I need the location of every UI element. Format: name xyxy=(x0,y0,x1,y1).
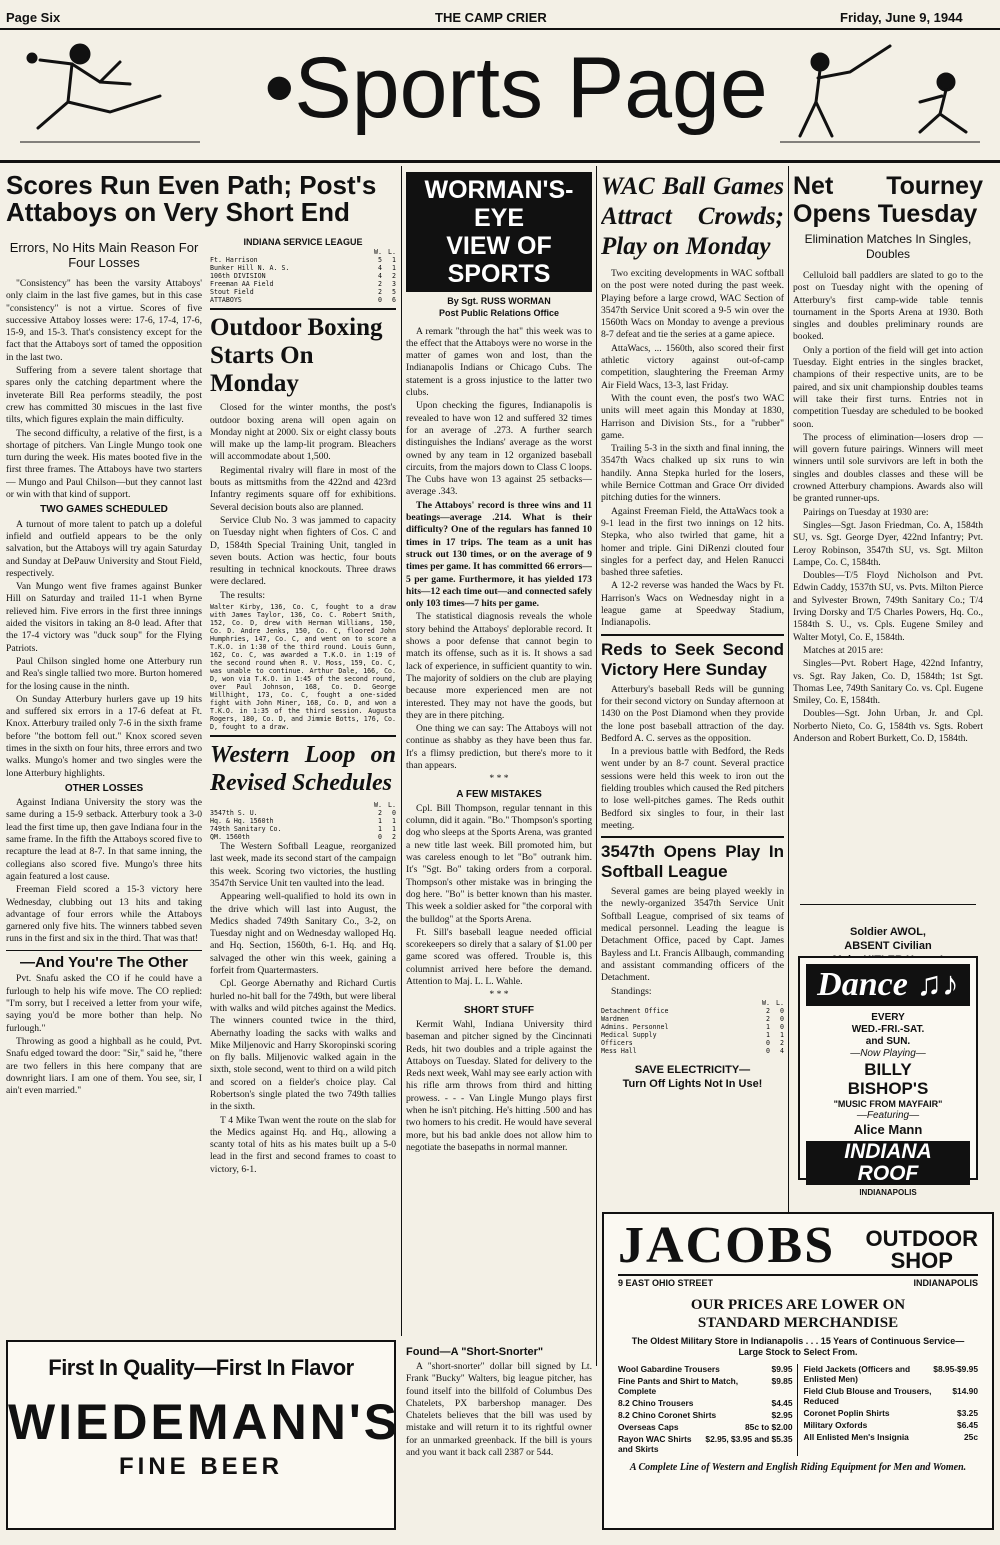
price-item-name: All Enlisted Men's Insignia xyxy=(803,1432,909,1442)
price-item-price: $14.90 xyxy=(952,1386,978,1396)
table-row xyxy=(601,1031,784,1039)
pitcher-illustration xyxy=(10,32,210,150)
paragraph: T 4 Mike Twan went the route on the slab for the Medics against Hq. and Hq., allowing a scanty total of hits as his mates built up a 5-0 lead in the first and second frames to coast to victory, 6-1. xyxy=(210,1114,396,1175)
paragraph: A turnout of more talent to patch up a doleful infield and outfield appears to be the only salvation, but the Attaboys will try again Saturday and Sunday at DePauw University and Stout Field, respectively. xyxy=(6,518,202,579)
tourney-headline: Net Tourney Opens Tuesday xyxy=(793,172,983,228)
newspaper-name: THE CAMP CRIER xyxy=(435,10,547,25)
price-item xyxy=(804,1364,979,1384)
table-row xyxy=(601,1039,784,1047)
losses-cell: 1 xyxy=(392,264,396,273)
price-item xyxy=(804,1386,979,1406)
losses-cell: 2 xyxy=(392,833,396,842)
paragraph: Only a portion of the field will get into action Tuesday. Eight entries in the singles bracket, champions of their respective units, are to be paired, and six unit championship doubles teams will take their first turns. Entries not in competition Tuesday are scheduled to be booked soon. xyxy=(793,344,983,430)
price-item xyxy=(618,1434,793,1454)
awol-notice: Soldier AWOL, ABSENT Civilian xyxy=(800,904,976,967)
softball-headline: 3547th Opens Play In Softball League xyxy=(601,842,784,882)
paragraph: Doubles—Sgt. John Urban, Jr. and Cpl. Norberto Nieto, Co. G, 1584th vs. Sgts. Robert Anderson and Robert Burkett, Co. D, 1584th. xyxy=(793,708,983,744)
paragraph: Atterbury's baseball Reds will be gunning for their second victory on Sunday afternoon at 1430 on the Post Diamond when they provide the lone post baseball attraction of the day. Bedford A. C. serves as the opposition. xyxy=(601,683,784,744)
indiana-roof-logo: INDIANA ROOF xyxy=(806,1141,970,1185)
table-row xyxy=(210,809,396,817)
wiedemann-name: WIEDEMANN'S xyxy=(8,1394,401,1450)
price-item-price: $9.95 xyxy=(771,1364,793,1374)
separator: * * * xyxy=(489,989,509,1001)
worman-byline: By Sgt. RUSS WORMAN xyxy=(447,296,551,306)
price-item xyxy=(618,1422,793,1432)
paragraph: The results: xyxy=(220,589,266,601)
paragraph: Cpl. George Abernathy and Richard Curtis hurled no-hit ball for the 749th, but were liberal with walks and wild pitches against the Medics. The winners counted twice in the third, Abernathy loading the sacks with walks and Mike Miljenovic and Harry Skoropinski scoring on fly balls. Miljenovic walked again in the sixth, stole second, went to third on a wild pitch and scored on a fielder's choice play. Cal Robertson's single plated the two 749th tallies in the sixth. xyxy=(210,978,396,1113)
price-item xyxy=(804,1420,979,1430)
table-row xyxy=(210,833,396,841)
price-item-name: Coronet Poplin Shirts xyxy=(803,1408,890,1418)
losses-cell: 1 xyxy=(392,825,396,834)
losses-cell: 1 xyxy=(780,1030,784,1039)
losses-cell: 1 xyxy=(392,256,396,265)
wins-cell: 0 xyxy=(766,1046,770,1055)
team-name: 106th DIVISION xyxy=(210,272,266,281)
paragraph: Suffering from a severe talent shortage that spares only the catching department where the inveterate Bill Rea performs steadily, the post crew has committed 30 miscues in the last five tilts, which figures explain the main difficulty. xyxy=(6,365,202,426)
jacobs-name: JACOBS xyxy=(618,1217,836,1274)
western-table: W. L. 3547th S. U. 2 0 Hq. & Hq. 1560th 1 1 749th Sanitary Co. 1 1 QM. 1560th 0 2 xyxy=(210,801,396,842)
price-item-price: $4.45 xyxy=(771,1398,793,1408)
paragraph: Singles—Pvt. Robert Hage, 422nd Infantry, vs. Sgt. Ray Jaken, Co. D, 1584th; 1st Sgt. Thomas Lee, 749th Sanitary Co. vs. Cpl. Eugene Smiley, Co. E, 1584th. xyxy=(793,658,983,707)
wins-cell: 5 xyxy=(378,256,382,265)
team-name: Mess Hall xyxy=(601,1046,637,1055)
price-item-price: $2.95 xyxy=(771,1410,793,1420)
boxing-results: Walter Kirby, 136, Co. C, fought to a draw with James Taylor, 136, Co. C. Robert Smith, 152, Co. D, drew with Herman Williams, 150, Co. D. Andre Jenks, 150, Co. C, floored John Humphries, 147, Co. C, and went on to score a T.K.O. in 1:30 of the third round. Louis Gunn, 162, Co. C, was awarded a T.K.O. in 1:19 of the second round when R. V. Moss, 159, Co. C, was unable to continue. Arthur Dale, 166, Co. D, won via T.K.O. in 1:45 of the second round, over Paul Johnson, 168, Co. D. George Willhight, 173, Co. C, fought a one-sided fight with John Miner, 168, Co. D, and won a T.K.O. in 1:35 of the third session. Augusta Rogers, 180, Co. D, and Jimmie Botts, 176, Co. D, fought to a draw. xyxy=(210,603,396,732)
paragraph: Regimental rivalry will flare in most of the bouts as mittsmiths from the 422nd and 423rd Infantry regiments square off for exhibitions. Several decision bouts also are planned. xyxy=(210,464,396,513)
wins-cell: 0 xyxy=(766,1038,770,1047)
team-name: 749th Sanitary Co. xyxy=(210,825,282,834)
standings-label: Standings: xyxy=(611,985,652,997)
paragraph: Service Club No. 3 was jammed to capacity on Tuesday night when fighters of Cos. C and D, 1584th Special Training Unit, tangled in seven bouts. Action was hectic, four bouts resulting in technical knockouts. Three draws were declared. xyxy=(210,514,396,588)
col4 xyxy=(601,172,784,1272)
paragraph: Matches at 2015 are: xyxy=(803,644,884,656)
folio-rule xyxy=(0,28,1000,30)
paragraph: Several games are being played weekly in the newly-organized 3547th Service Unit Softball League, comprised of six teams of medical personnel. Leading the league is Detachment Office, paced by Capt. James Bayless and Lt. Francis Allbaugh, commanding and assistant commanding officers of the Detachment. xyxy=(601,886,784,984)
wins-cell: 0 xyxy=(378,833,382,842)
paragraph: Pairings on Tuesday at 1930 are: xyxy=(803,506,929,518)
jacobs-oldest: The Oldest Military Store in Indianapolis . . . 15 Years of Continuous Service—Large Stock to Select From. xyxy=(631,1336,965,1357)
table-row xyxy=(601,1015,784,1023)
paragraph: Doubles—T/5 Floyd Nicholson and Pvt. Edwin Caddy, 1537th SU, vs. Pvts. Milton Pierce and Sylvester Brown, 749th Sanitary Co.; T/4 Irving Dorsky and T/5 Charles Powers, Hq. Co., 1584th S. U., vs. Cpls. Eugene Smiley and Walter Motyl, Co. E, 1584th. xyxy=(793,570,983,643)
price-item-name: Field Club Blouse and Trousers, Reduced xyxy=(803,1386,932,1406)
wins-cell: 2 xyxy=(378,280,382,289)
paragraph: On Sunday Atterbury hurlers gave up 19 hits and suffered six errors in a 17-6 defeat at Ft. Knox. Atterbury trailed only 7-6 in the sixth frame before "the bottom fell out." Knox scored seven times in the sixth on four hits, three errors and two walks. Mungo's homer and two singles were the lone Atterbury highlights. xyxy=(6,693,202,779)
paragraph: The Western Softball League, reorganized last week, made its second start of the campaign this week. Scoring two victories, the hustling 3547th Service Unit ten vaulted into the lead. xyxy=(210,841,396,889)
paragraph: With the count even, the post's two WAC units will meet again this Monday at 1830, Harrison and Division Sts., for a "rubber" game. xyxy=(601,392,784,441)
scores-body xyxy=(6,236,202,1356)
boxing-headline: Outdoor Boxing Starts On Monday xyxy=(210,314,383,398)
dance-ad: Dance ♫♪ EVERY WED.-FRI.-SAT. and SUN. —Now Playing— BILLY BISHOP'S "MUSIC FROM MAYFAIR" —Featuring— Alice Mann INDIANA ROOF INDIANAPOLIS xyxy=(798,956,978,1180)
paragraph: Ft. Sill's baseball league needed official scorekeepers so direly that a salary of $1.00 per game scored was offered. Trouble is, this columnist arrived here before the demand. Attention to Maj. L. L. Wahle. xyxy=(406,926,592,988)
title-text: Sports Page xyxy=(294,40,768,136)
wins-cell: 2 xyxy=(766,1006,770,1015)
wins-cell: 1 xyxy=(766,1030,770,1039)
losses-cell: 2 xyxy=(780,1038,784,1047)
electricity-notice: SAVE ELECTRICITY— Turn Off Lights Not In Use! xyxy=(622,1063,763,1090)
price-item-price: $8.95-$9.95 xyxy=(933,1364,978,1374)
losses-cell: 0 xyxy=(392,809,396,818)
price-item-price: $2.95, $3.95 and $5.35 xyxy=(705,1434,793,1444)
separator: * * * xyxy=(489,773,509,785)
worman-headline-2: VIEW OF SPORTS xyxy=(446,232,552,288)
losses-cell: 2 xyxy=(392,272,396,281)
paragraph: The process of elimination—losers drop — will govern future pairings. Winners will meet winners until sole survivors are left in both the singles and doubles classes and these will be crowned Atterbury champions. Awards also will be granted runner-ups. xyxy=(793,431,983,505)
price-item-name: 8.2 Chino Coronet Shirts xyxy=(618,1410,717,1420)
subhead: SHORT STUFF xyxy=(464,1004,534,1016)
paragraph: Appearing well-qualified to hold its own in the drive which will last into August, the Medics shaded 749th Sanitary Co., 3-2, on Tuesday night and on Wednesday walloped Hq. and Hq. Section, 1560th, 6-1. Hq. and Hq. salvaged the other win this week, gaining a forfeit from Quartermasters. xyxy=(210,891,396,977)
paragraph: Freeman Field scored a 15-3 victory here Wednesday, clubbing out 13 hits and taking advantage of four errors while the Attaboys garnered only five hits. The winners tabbed seven runs in the first and six in the third. That was that! xyxy=(6,884,202,945)
table-row xyxy=(210,256,396,264)
wac-headline: WAC Ball Games Attract Crowds; Play on Monday xyxy=(601,173,784,260)
jacobs-ad: JACOBS OUTDOOR SHOP 9 EAST OHIO STREET INDIANAPOLIS OUR PRICES ARE LOWER ON STANDARD MERCHANDISE The Oldest Military Store in Indianapolis . . . 15 Years of Continuous Service—Large Stock to Select From. Wool Gabardine Trousers $9.95 Fine Pants and Shirt to Match, Complete $9.85 8.2 Chino Trousers $4.45 8.2 Chino Coronet Shirts $2.95 Overseas Caps 85c to $2.00 Rayon WAC Shirts and Skirts $2.95, $3.95 and $5.35 Field Jackets (Officers and Enlisted Men) $8.95-$9.95 Field Club Blouse and Trousers, Reduced $14.90 Coronet Poplin Shirts $3.25 Military Oxfords $6.45 All Enlisted Men's Insignia 25c A Complete Line of Western and English Riding Equipment for Men and Women. xyxy=(602,1212,994,1530)
paragraph: "Consistency" has been the varsity Attaboys' only claim in the last five games, but in this case "consistency" is not a virtue. Scores of five successive Attaboy losses were: 17-6, 17-4, 17-6, 15-9, and 15-3. That's consistency except for the fact that the Attaboys sort of tamed the opposition in the last two. xyxy=(6,278,202,363)
table-row xyxy=(601,1023,784,1031)
wins-cell: 2 xyxy=(378,809,382,818)
team-name: Admins. Personnel xyxy=(601,1022,669,1031)
worman-banner xyxy=(406,172,592,292)
losses-cell: 5 xyxy=(392,288,396,297)
column-rule xyxy=(596,166,597,1366)
wins-cell: 1 xyxy=(766,1022,770,1031)
jacobs-city: INDIANAPOLIS xyxy=(913,1278,978,1288)
tourney-column xyxy=(793,172,983,852)
sports-page-title xyxy=(236,40,796,136)
wins-cell: 4 xyxy=(378,272,382,281)
paragraph: The second difficulty, a relative of the first, is a shortage of pitchers. Van Lingle Mungo took one turn during the week. His mates booted five in the first three frames. The Attaboys have two starters — Mungo and Paul Chilson—but they cannot last or win with that kind of support. xyxy=(6,427,202,501)
jacobs-address: 9 EAST OHIO STREET xyxy=(618,1278,714,1288)
worman-office: Post Public Relations Office xyxy=(438,308,560,319)
league-title: INDIANA SERVICE LEAGUE xyxy=(243,237,363,247)
losses-cell: 1 xyxy=(392,817,396,826)
table-row xyxy=(210,825,396,833)
price-item-name: Overseas Caps xyxy=(618,1422,679,1432)
price-item-name: Field Jackets (Officers and Enlisted Men) xyxy=(803,1364,911,1384)
price-item-name: Fine Pants and Shirt to Match, Complete xyxy=(618,1376,739,1396)
losses-cell: 6 xyxy=(392,296,396,305)
paragraph: Against Freeman Field, the AttaWacs took a 9-1 lead in the first two innings on 12 hits. Stepka, who also twirled that game, hit a homer and triple. Gini DiRenzi clouted four singles for a perfect day, and Helen Ranucci bashed three safeties. xyxy=(601,505,784,579)
paragraph: Singles—Sgt. Jason Friedman, Co. A, 1584th SU, vs. Sgt. George Dyer, 422nd Infantry; Pvt. Leroy Robinson, 3547th SU, vs. Sgt. Milton Lampe, Co. C, 1584th. xyxy=(793,519,983,568)
table-row xyxy=(210,272,396,280)
losses-cell: 3 xyxy=(392,280,396,289)
jacobs-price-list-right xyxy=(804,1364,979,1456)
wins-cell: 1 xyxy=(378,817,382,826)
table-row xyxy=(210,288,396,296)
wiedemann-beer: FINE BEER xyxy=(118,1453,283,1480)
paragraph: Paul Chilson singled home one Atterbury run and Rea's single tallied two more. Burton homered for the losing cause in the ninth. xyxy=(6,655,202,692)
price-item-name: 8.2 Chino Trousers xyxy=(618,1398,694,1408)
tourney-deck: Elimination Matches In Singles, Doubles xyxy=(804,232,972,261)
dance-title: Dance ♫♪ xyxy=(806,964,970,1006)
other-headline: —And You're The Other xyxy=(19,953,189,971)
paragraph: Pvt. Snafu asked the CO if he could have a furlough to help his wife move. The CO replied: "I'm sorry, but I received a letter from your wife, saying you'd be more bother than help. No furlough." xyxy=(6,973,202,1034)
wins-cell: 0 xyxy=(378,296,382,305)
scores-deck: Errors, No Hits Main Reason For Four Losses xyxy=(9,240,199,270)
scores-headline: Scores Run Even Path; Post's Attaboys on Very Short End xyxy=(6,170,377,228)
jacobs-footer: A Complete Line of Western and English Riding Equipment for Men and Women. xyxy=(629,1462,967,1473)
team-name: Medical Supply xyxy=(601,1030,657,1039)
masthead-rule xyxy=(0,160,1000,163)
price-item xyxy=(618,1364,793,1374)
team-name: Bunker Hill N. A. S. xyxy=(210,264,290,273)
paragraph: Throwing as good a highball as he could, Pvt. Snafu edged toward the door: "Sir," said he, "there are two fellers in this here company that are downright liars. I am one of them. You see, sir, I ain't even married." xyxy=(6,1035,202,1097)
team-name: Hq. & Hq. 1560th xyxy=(210,817,274,826)
paragraph: The Attaboys' record is three wins and 11 beatings—average .214. What is their difficulty? One of the regulars has fanned 10 times in 17 trips. The team as a unit has struck out 130 times, or on the average of 9 times per game. It has committed 66 errors—5 per game. Furthermore, it has yielded 173 hits—12 each time out—and connected safely only 103 times—7 hits per game. xyxy=(406,499,592,610)
price-item xyxy=(618,1410,793,1420)
losses-cell: 0 xyxy=(780,1006,784,1015)
paragraph: Kermit Wahl, Indiana University third baseman and pitcher signed by the Cincinnati Reds, hit two doubles and a triple against the Attaboys on Tuesday. Slated for delivery to the Reds next week, Wahl may see early action with his rifle arm throws from third and hitting prowess. - - - Van Lingle Mungo plays first when he isn't pitching. He's hitting .500 and has two homers to his credit. He would have several more, but his bad ankle does not allow him to negotiate the basepaths in normal manner. xyxy=(406,1018,592,1153)
team-name: QM. 1560th xyxy=(210,833,250,842)
wins-cell: 4 xyxy=(378,264,382,273)
page-number: Page Six xyxy=(6,10,61,25)
worman-headline-1: WORMAN'S-EYE xyxy=(424,176,574,232)
paragraph: Two exciting developments in WAC softball on the post were noted during the past week. Playing before a large crowd, WAC Section of 3547th Service Unit scored a 9-5 win over the 1560th Wacs on Monday to avenge a previous 8-7 defeat and tie the series at a game apiece. xyxy=(601,268,784,341)
team-name: Officers xyxy=(601,1038,633,1047)
price-item-name: Military Oxfords xyxy=(803,1420,868,1430)
table-row xyxy=(210,264,396,272)
found-article xyxy=(406,1345,592,1505)
team-name: Freeman AA Field xyxy=(210,280,274,289)
team-name: Wardmen xyxy=(601,1014,629,1023)
paragraph: A 12-2 reverse was handed the Wacs by Ft. Harrison's Wacs on Wednesday night in a league game at Speedway Stadium, Indianapolis. xyxy=(601,580,784,629)
found-headline: Found—A "Short-Snorter" xyxy=(406,1346,544,1358)
worman-column xyxy=(406,172,592,1332)
table-row xyxy=(601,1007,784,1015)
paragraph: Against Indiana University the story was the same during a 15-9 setback. Atterbury took a 3-0 lead the first time up, then gave Indiana four in the same frame. In the fifth the Attaboys scored five to recapture the lead at 8-7. In that same inning, the collegians also scored five. Mungo's three hits again featured a lost cause. xyxy=(6,797,202,882)
paragraph: One thing we can say: The Attaboys will not continue as shabby as they have been thus far. It's a flimsy prediction, but there's more to it than appears. xyxy=(406,723,592,771)
team-name: Ft. Harrison xyxy=(210,256,258,265)
subhead: OTHER LOSSES xyxy=(64,782,144,794)
price-item xyxy=(618,1398,793,1408)
table-row xyxy=(210,817,396,825)
subhead: A FEW MISTAKES xyxy=(456,788,542,800)
paragraph: Van Mungo went five frames against Bunker Hill on Saturday and trailed 11-1 when Byrne relieved him. Five errors in the first three innings aided the visitors in taking an 8-0 lead. After that the 17-4 victory was "duck soup" for the Flying Patriots. xyxy=(6,581,202,654)
price-item-price: $6.45 xyxy=(957,1420,978,1430)
price-item xyxy=(804,1408,979,1418)
paragraph: Celluloid ball paddlers are slated to go to the post on Tuesday night with the opening of Atterbury's first camp-wide table tennis tournament in the Sports Arena at 1930. Both singles and doubles preliminary rounds are booked. xyxy=(793,270,983,343)
issue-date: Friday, June 9, 1944 xyxy=(840,10,963,25)
wins-cell: 1 xyxy=(378,825,382,834)
paragraph: Upon checking the figures, Indianapolis is revealed to have won 12 and suffered 32 times for an average of .273. A further search distinguishes the Indians' average as the worst owned by any team in 12 organized baseball circuits, from the majors down to Class C loops. The Cubs have won 13 against 25 setbacks—average .343. xyxy=(406,400,592,498)
paragraph: Closed for the winter months, the post's outdoor boxing arena will open again on Monday night at 2000. Six or eight classy bouts will make up the lamp-lit program. Bleachers will accommodate about 1,500. xyxy=(210,402,396,463)
price-item-price: $9.85 xyxy=(771,1376,793,1386)
table-row xyxy=(601,1047,784,1055)
jacobs-price-list-left xyxy=(618,1364,798,1456)
price-item xyxy=(618,1376,793,1396)
paragraph: AttaWacs, ... 1560th, also scored their first athletic victory against out-of-camp competition, slaughtering the Freeman Army Air Field Wacs, 13-3, last Friday. xyxy=(601,342,784,391)
paragraph: Trailing 5-3 in the sixth and final inning, the 3547th Wacs chalked up six runs to win handily. Anna Stepka hurled for the losers, while Bernice Cottman and Grace Orr divided pitching duties for the winners. xyxy=(601,443,784,504)
losses-cell: 4 xyxy=(780,1046,784,1055)
wiedemann-ad xyxy=(6,1340,401,1530)
col2 xyxy=(210,236,396,1326)
music-notes-icon: ♫♪ xyxy=(916,966,959,1003)
price-item-price: 85c to $2.00 xyxy=(745,1422,793,1432)
price-item-name: Wool Gabardine Trousers xyxy=(618,1364,720,1374)
price-item-price: $3.25 xyxy=(957,1408,978,1418)
price-item xyxy=(804,1432,979,1442)
losses-cell: 0 xyxy=(780,1022,784,1031)
wins-cell: 2 xyxy=(766,1014,770,1023)
league-table: W. L. Ft. Harrison 5 1 Bunker Hill N. A. S. 4 1 106th DIVISION 4 2 Freeman AA Field 2 3 Stout Field 2 5 ATTABOYS 0 6 xyxy=(210,248,396,305)
paragraph: The statistical diagnosis reveals the whole story behind the Attaboys' deplorable record. It shows a poor defense that cannot begin to match its offense, such as it is. It shows a sad lack of experience, in sufficient quantity to win. The majority of soldiers on the club are playing because more experienced men are not interested. They may not have the goods, but they are in there pitching. xyxy=(406,611,592,721)
subhead: TWO GAMES SCHEDULED xyxy=(40,504,168,516)
softball-table: W. L. Detachment Office 2 0 Wardmen 2 0 Admins. Personnel 1 0 Medical Supply 1 1 Officers 0 2 Mess Hall 0 4 xyxy=(601,998,784,1055)
wiedemann-slogan: First In Quality—First In Flavor xyxy=(48,1355,354,1380)
price-item-price: 25c xyxy=(964,1432,978,1442)
team-name: Stout Field xyxy=(210,288,254,297)
batter-catcher-illustration xyxy=(770,32,990,150)
title-dot: • xyxy=(264,40,295,136)
column-rule xyxy=(401,166,402,1336)
team-name: 3547th S. U. xyxy=(210,809,258,818)
scores-article xyxy=(6,172,396,227)
paragraph: In a previous battle with Bedford, the Reds went under by an 8-7 count. Several practice sessions were held this week to iron out the fielding troubles which caused the Red pitchers to lose well-pitches games. The Reds outhit Bedford six singles to four, in their last meeting. xyxy=(601,746,784,831)
wins-cell: 2 xyxy=(378,288,382,297)
paragraph: A remark "through the hat" this week was to the effect that the Attaboys were no worse in the matter of games won and lost, than the Indianapolis Indians or Chicago Cubs. The statement is a gross injustice to the latter two clubs. xyxy=(406,325,592,399)
price-item-name: Rayon WAC Shirts and Skirts xyxy=(618,1434,692,1454)
losses-cell: 0 xyxy=(780,1014,784,1023)
team-name: ATTABOYS xyxy=(210,296,242,305)
table-row xyxy=(210,296,396,304)
western-headline: Western Loop on Revised Schedules xyxy=(210,742,396,797)
paragraph: A "short-snorter" dollar bill signed by Lt. Frank "Bucky" Walters, big league pitcher, has found itself into the billfold of Columbus Des Chatelets, PX barbershop manager. Des Chatelets believes that the bill was used by mistake and will return it to its rightful owner for an unmarked greenback. If the bill is yours and you want it back call 2387 or 544. xyxy=(406,1361,592,1459)
reds-headline: Reds to Seek Second Victory Here Sunday xyxy=(601,639,784,679)
column-rule xyxy=(788,166,789,1306)
paragraph: Cpl. Bill Thompson, regular tennant in this column, did it again. "Bo." Thompson's sporting dog who sleeps at the Sports Arena, was granted a new title last week. Bill promoted him, but was careless enough to let "Bo" outrank him. It's "Sgt. Bo" taking orders from a corporal. Thompson's other mistake was in bringing the dog here. "Bo" is better known than his master. This week a soldier asked for "the corporal with the bulldog" at the Sports Arena. xyxy=(406,802,592,925)
table-row xyxy=(210,280,396,288)
team-name: Detachment Office xyxy=(601,1006,669,1015)
